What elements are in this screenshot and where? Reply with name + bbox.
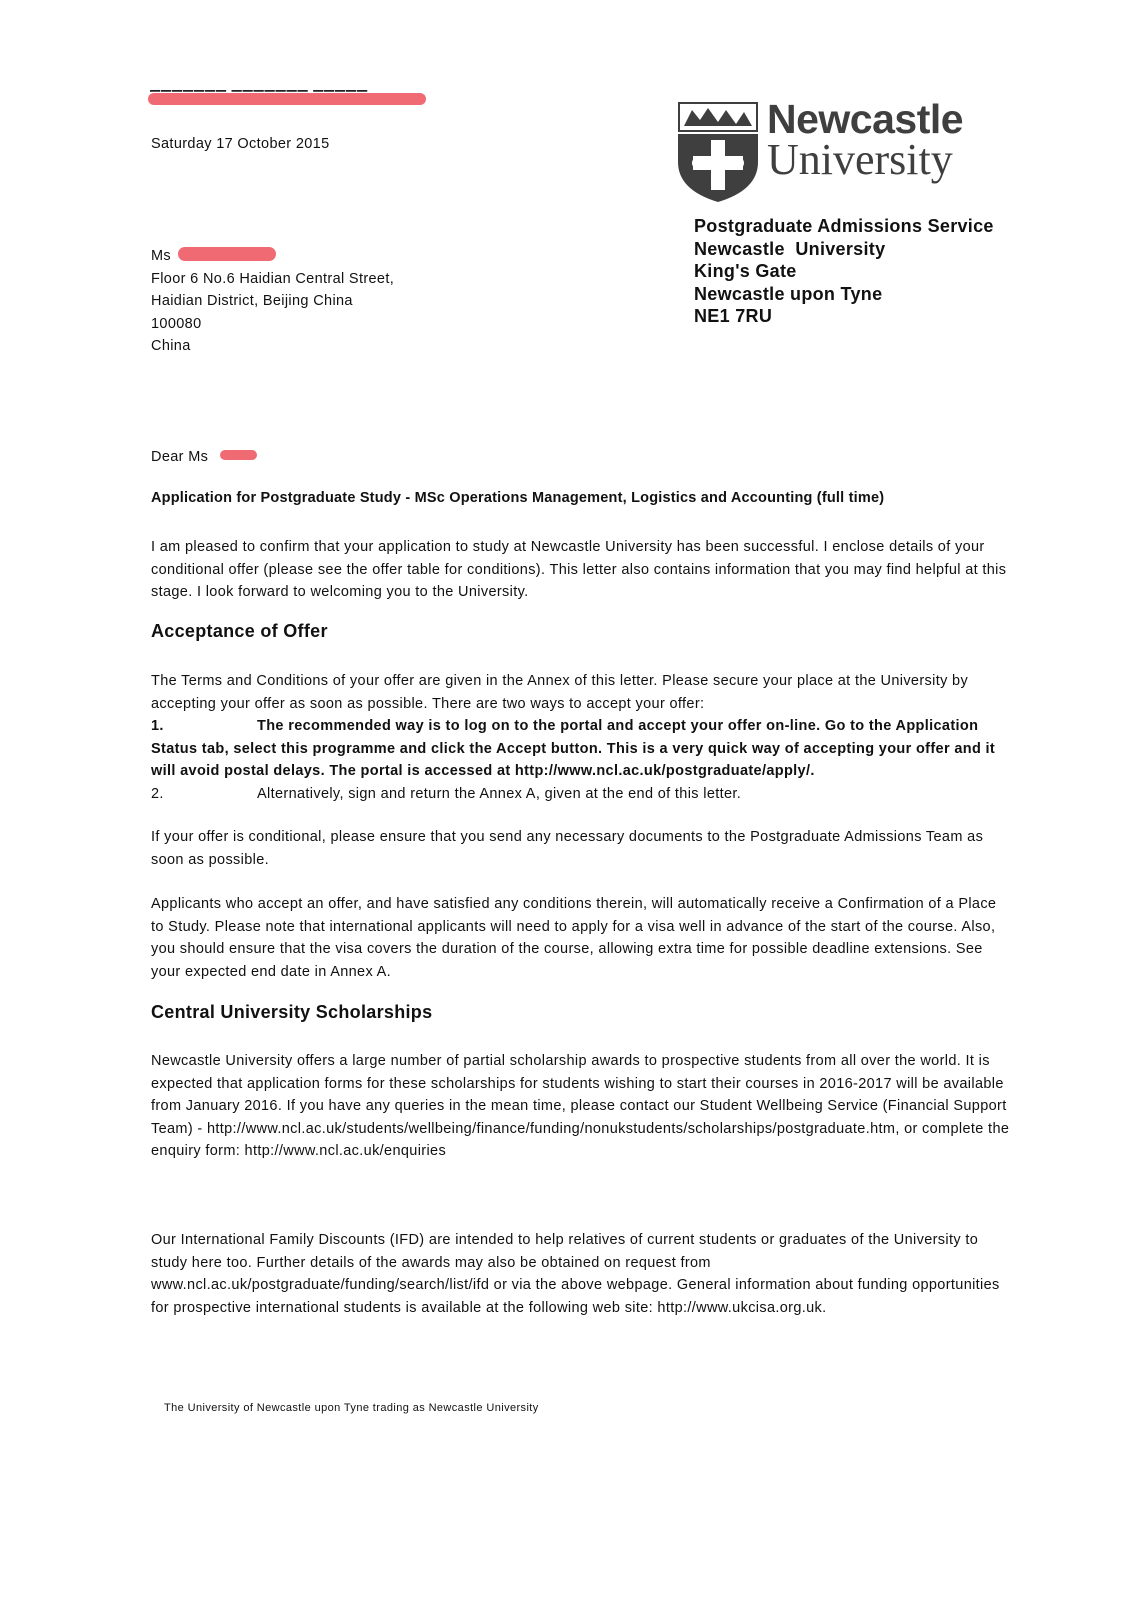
recipient-line-1: Floor 6 No.6 Haidian Central Street,	[151, 270, 395, 287]
letter-subject: Application for Postgraduate Study - MSc Operations Management, Logistics and Accounting (full time)	[151, 490, 885, 506]
conditional-paragraph: If your offer is conditional, please ensure that you send any necessary documents to the Postgraduate Admissions Team as soon as possible.	[151, 829, 984, 868]
sender-line-1: Postgraduate Admissions Service	[694, 216, 994, 236]
university-logo	[672, 96, 972, 208]
redaction-mark	[178, 247, 276, 261]
redaction-mark	[220, 450, 257, 460]
scholarships-paragraph: Newcastle University offers a large number of partial scholarship awards to prospective students from all over the world. It is expected that application forms for these scholarships for students wishing to start their courses in 2016-2017 will be available from January 2016. If you have any queries in the mean time, please contact our Student Wellbeing Service (Financial Support Team) - http://www.ncl.ac.uk/students/wellbeing/finance/funding/nonukstudents/scholarships/postgraduate.htm, or complete the enquiry form: http://www.ncl.ac.uk/enquiries	[151, 1053, 1010, 1160]
sender-line-3: King's Gate	[694, 261, 797, 282]
letter-date: Saturday 17 October 2015	[151, 136, 330, 152]
ifd-paragraph: Our International Family Discounts (IFD) are intended to help relatives of current students or graduates of the University to study here too. Further details of the awards may also be obtained on request from www.ncl.ac.uk/postgraduate/funding/search/list/ifd or via the above webpage. General information about funding opportunities for prospective international students is available at the following web site: http://www.ukcisa.org.uk.	[151, 1232, 1000, 1316]
heading-acceptance-of-offer: Acceptance of Offer	[151, 621, 328, 641]
heading-central-university-scholarships: Central University Scholarships	[151, 1002, 433, 1022]
letter-greeting: Dear Ms	[151, 449, 209, 465]
applicants-paragraph: Applicants who accept an offer, and have satisfied any conditions therein, will automatically receive a Confirmation of a Place to Study. Please note that international applicants will need to apply for a visa well in advance of the start of the course. Also, you should ensure that the visa covers the duration of the course, allowing extra time for possible deadline extensions. See your expected end date in Annex A.	[151, 896, 997, 980]
recipient-line-2: Haidian District, Beijing China	[151, 293, 353, 310]
recipient-salutation: Ms	[151, 248, 172, 264]
logo-wordmark-university: University	[767, 135, 953, 184]
recipient-line-3: 100080	[151, 315, 202, 332]
sender-address	[694, 215, 994, 328]
footer-text: The University of Newcastle upon Tyne trading as Newcastle University	[164, 1402, 539, 1414]
option-1: 1. The recommended way is to log on to the portal and accept your offer on-line. Go to the Application Status tab, select this programme and click the Accept button. This is a very quick way of accepting your offer and it will avoid postal delays. The portal is accessed at http://www.ncl.ac.uk/postgraduate/apply/.	[151, 718, 996, 780]
intro-paragraph: I am pleased to confirm that your application to study at Newcastle University has been successful. I enclose details of your conditional offer (please see the offer table for conditions). This letter also contains information that you may find helpful at this stage. I look forward to welcoming you to the University.	[151, 539, 1007, 601]
terms-paragraph: The Terms and Conditions of your offer are given in the Annex of this letter. Please secure your place at the University by accepting your offer as soon as possible. There are two ways to accept your offer:	[151, 673, 969, 712]
recipient-line-4: China	[151, 338, 191, 355]
redaction-mark	[148, 93, 426, 105]
sender-line-5: NE1 7RU	[694, 306, 773, 327]
crest-icon	[678, 102, 758, 202]
sender-line-2: Newcastle University	[694, 238, 886, 259]
option-2: 2. Alternatively, sign and return the Annex A, given at the end of this letter.	[151, 785, 742, 802]
acceptance-section	[151, 670, 1011, 806]
recipient-address	[151, 245, 394, 358]
logo-wordmark-newcastle: Newcastle	[767, 96, 964, 142]
sender-line-4: Newcastle upon Tyne	[694, 283, 883, 304]
